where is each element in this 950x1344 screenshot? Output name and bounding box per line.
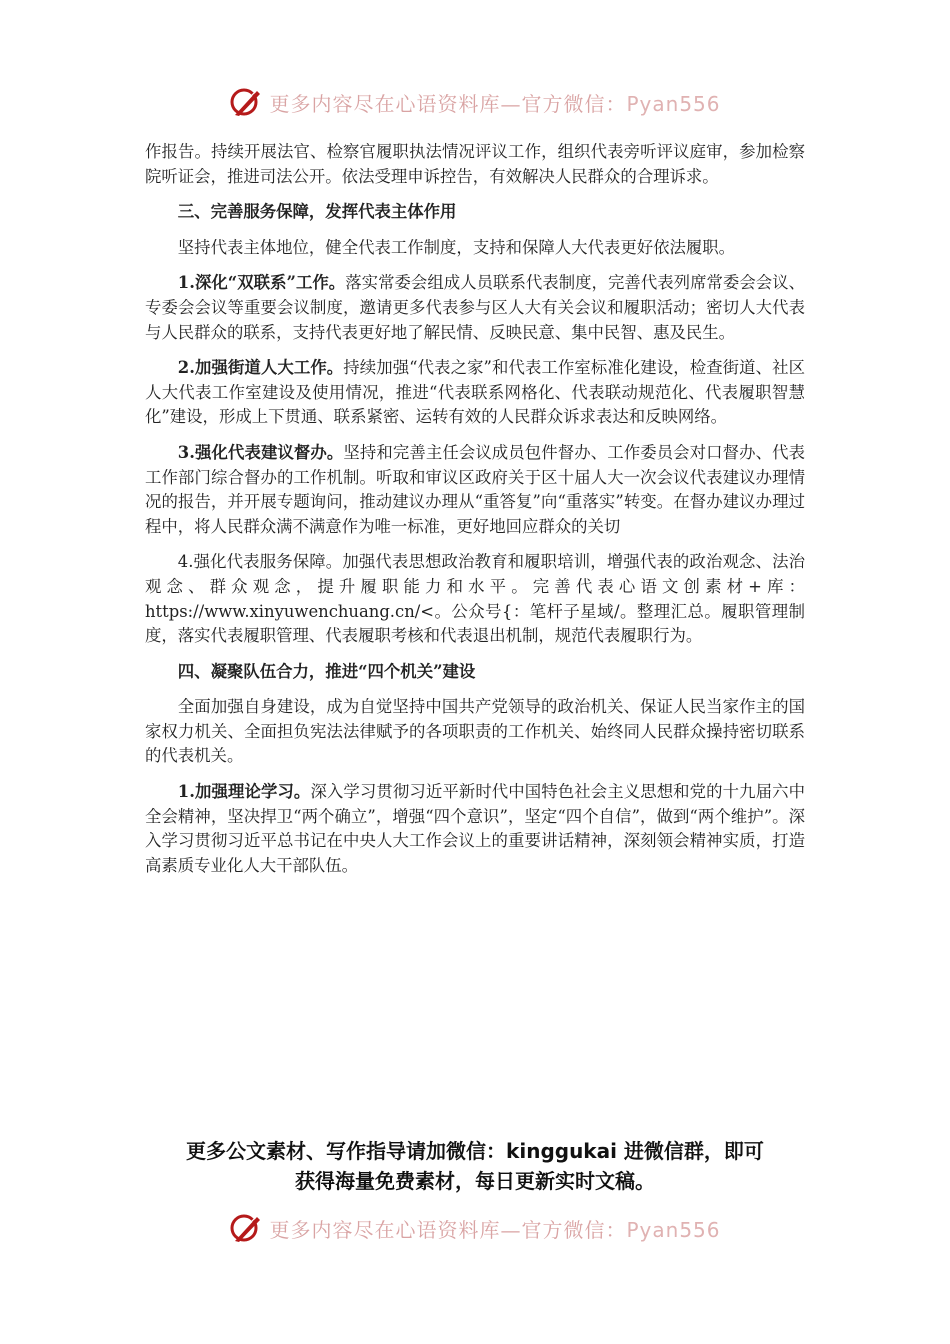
paragraph-item-2 <box>145 356 805 430</box>
item-5-text: 深入学习贯彻习近平新时代中国特色社会主义思想和党的十九届六中全会精神，坚决捍卫“两个确立”，增强“四个意识”，坚定“四个自信”，做到“两个维护”。深入学习贯彻习近平总书记在中央人大工作会议上的重要讲话精神，深刻领会精神实质，打造高素质专业化人大干部队伍。 <box>145 782 805 875</box>
paragraph-section-3-intro: 坚持代表主体地位，健全代表工作制度，支持和保障人大代表更好依法履职。 <box>177 237 736 257</box>
item-1-text: 落实常委会组成人员联系代表制度，完善代表列席常委会会议、专委会会议等重要会议制度，邀请更多代表参与区人大有关会议和履职活动；密切人大代表与人民群众的联系，支持代表更好地了解民情、反映民意、集中民智、惠及民生。 <box>145 273 806 342</box>
header-watermark-banner <box>0 82 950 122</box>
paragraph-item-4: 4.强化代表服务保障。加强代表思想政治教育和履职培训，增强代表的政治观念、法治观念、群众观念，提升履职能力和水平。完善代表心语文创素材+库：https://www.xinyuwenchuang.cn/<。公众号{：笔杆子星域/。整理汇总。履职管理制度，落实代表履职管理、代表履职考核和代表退出机制，规范代表履职行为。 <box>145 552 805 646</box>
item-3-lead: 3.强化代表建议督办。 <box>177 442 344 462</box>
section-heading-3: 三、完善服务保障，发挥代表主体作用 <box>177 202 457 222</box>
paragraph-section-4-intro: 全面加强自身建设，成为自觉坚持中国共产党领导的政治机关、保证人民当家作主的国家权力机关、全面担负宪法法律赋予的各项职责的工作机关、始终同人民群众操持密切联系的代表机关。 <box>145 697 805 766</box>
paragraph-item-5 <box>145 780 805 878</box>
section-heading-4: 四、凝聚队伍合力，推进“四个机关”建设 <box>177 661 476 681</box>
promo-notice <box>0 1136 950 1196</box>
watermark-contact: Pyan556 <box>626 1217 721 1242</box>
watermark-label: 更多内容尽在心语资料库—官方微信： <box>269 1217 627 1242</box>
item-2-lead: 2.加强街道人大工作。 <box>177 358 344 378</box>
footer-watermark-banner <box>0 1208 950 1248</box>
promo-line-1: 更多公文素材、写作指导请加微信：kinggukai 进微信群，即可 <box>186 1139 764 1163</box>
watermark-label: 更多内容尽在心语资料库—官方微信： <box>269 91 627 116</box>
item-5-lead: 1.加强理论学习。 <box>177 782 311 802</box>
paragraph-continuation: 作报告。持续开展法官、检察官履职执法情况评议工作，组织代表旁听评议庭审，参加检察院听证会，推进司法公开。依法受理申诉控告，有效解决人民群众的合理诉求。 <box>145 142 805 186</box>
paragraph-item-3 <box>145 441 805 539</box>
item-2-text: 持续加强“代表之家”和代表工作室标准化建设，检查街道、社区人大代表工作室建设及使用情况，推进“代表联系网格化、代表联动规范化、代表履职智慧化”建设，形成上下贯通、联系紧密、运转有效的人民群众诉求表达和反映网络。 <box>145 358 805 427</box>
promo-line-2: 获得海量免费素材，每日更新实时文稿。 <box>295 1169 655 1193</box>
paragraph-item-1 <box>145 271 805 345</box>
watermark-contact: Pyan556 <box>626 91 721 116</box>
watermark-text <box>269 88 720 117</box>
quill-logo-icon <box>229 85 263 119</box>
item-1-lead: 1.深化“双联系”工作。 <box>177 273 346 293</box>
document-body <box>145 140 805 889</box>
quill-logo-icon <box>229 1211 263 1245</box>
watermark-text <box>269 1214 720 1243</box>
item-3-text: 坚持和完善主任会议成员包件督办、工作委员会对口督办、代表工作部门综合督办的工作机制。听取和审议区政府关于区十届人大一次会议代表建议办理情况的报告，并开展专题询问，推动建议办理从“重答复”向“重落实”转变。在督办建议办理过程中，将人民群众满不满意作为唯一标准，更好地回应群众的关切 <box>145 442 805 536</box>
